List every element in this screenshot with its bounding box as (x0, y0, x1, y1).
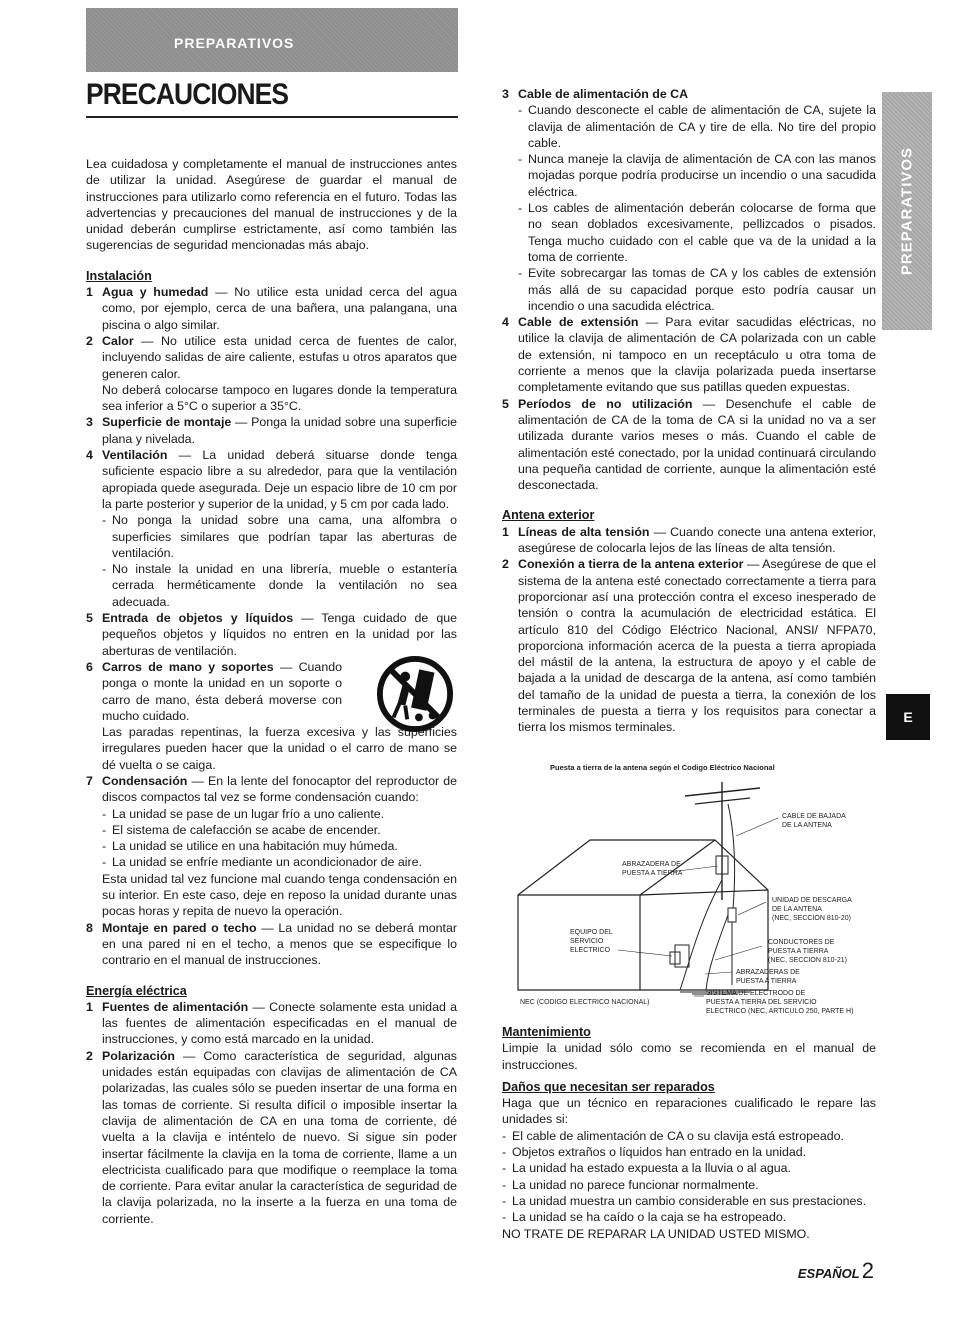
danos-intro: Haga que un técnico en reparaciones cualificado le repare las unidades si: (502, 1096, 876, 1127)
item-term: Fuentes de alimentación (102, 999, 249, 1014)
mantenimiento-text: Limpie la unidad sólo como se recomienda en el manual de instrucciones. (502, 1041, 876, 1072)
leader-line (738, 902, 766, 915)
danos-item: - La unidad muestra un cambio considerable en sus prestaciones. (502, 1193, 867, 1208)
item-term: Polarización (102, 1048, 175, 1063)
item-text: — No utilice esta unidad cerca de fuentes de calor, incluyendo salidas de aire caliente, estufas u otros aparatos que generen calor. (102, 333, 457, 381)
item-text: — Tenga cuidado de que pequeños objetos y líquidos no entren en la unidad por las aberturas de ventilación. (102, 611, 457, 658)
item-number: 5 (86, 611, 93, 626)
discharge-unit (728, 908, 736, 922)
instalacion-item-3 (86, 414, 457, 447)
item-term: Cable de extensión (518, 315, 639, 330)
item-text: — Cuando conecte una antena exterior, asegúrese de colocarla lejos de las líneas de alta tensión. (518, 524, 876, 556)
cart-warning-icon (376, 655, 454, 733)
label-cable-bajada: CABLE DE BAJADA DE LA ANTENA (782, 813, 846, 829)
item-number: 8 (86, 920, 93, 935)
item-number: 3 (86, 415, 93, 430)
heading-energia: Energía eléctrica (86, 983, 187, 998)
heading-instalacion: Instalación (86, 268, 152, 283)
instalacion-item-2 (86, 333, 457, 414)
heading-mantenimiento: Mantenimiento (502, 1025, 591, 1039)
item-number: 3 (502, 87, 509, 101)
title-rule (86, 116, 458, 118)
item-text: — No utilice esta unidad cerca del agua como, por ejemplo, cerca de una bañera, una palangana, una piscina o algo similar. (102, 285, 457, 332)
danos-closing: NO TRATE DE REPARAR LA UNIDAD USTED MISMO. (502, 1226, 810, 1241)
item-continuation: Esta unidad tal vez funcione mal cuando tenga condensación en su interior. En este caso, deje en reposo la unidad durante unas pocas horas y repita de nuevo la operación. (102, 871, 457, 919)
language-tab: E (886, 694, 930, 740)
leader-line (736, 818, 778, 836)
right-column (502, 86, 876, 736)
sub-item: - La unidad se utilice en una habitación muy húmeda. (102, 839, 398, 854)
sub-item: - Nunca maneje la clavija de alimentación de CA con las manos mojadas porque podría producirse un incendio o una sacudida eléctrica. (518, 152, 876, 199)
label-nec: NEC (CODIGO ELECTRICO NACIONAL) (520, 999, 650, 1006)
label-conductores: CONDUCTORES DE PUESTA A TIERRA (NEC, SECCION 810-21) (768, 939, 847, 964)
danos-item: - El cable de alimentación de CA o su clavija está estropeado. (502, 1128, 844, 1143)
energia-item-4 (502, 314, 876, 395)
left-column (86, 156, 457, 1227)
sub-item: - Cuando desconecte el cable de alimentación de CA, sujete la clavija de alimentación de CA y tire de ella. No tire del propio cable. (518, 103, 876, 150)
item-number: 4 (86, 448, 93, 463)
item-number: 1 (502, 524, 509, 539)
item-number: 5 (502, 396, 509, 411)
diagram-caption: Puesta a tierra de la antena según el Codigo Eléctrico Nacional (550, 763, 775, 772)
sub-item: - La unidad se pase de un lugar frío a uno caliente. (102, 806, 385, 821)
item-term: Carros de mano y soportes (102, 659, 274, 674)
item-text: — Cuando ponga o monte la unidad en un soporte o carro de mano, ésta deberá moverse con mucho cuidado. (102, 659, 342, 723)
label-equipo: EQUIPO DEL SERVICIO ELECTRICO (570, 929, 613, 954)
instalacion-item-7 (86, 773, 457, 920)
section-banner (86, 8, 458, 72)
item-term: Calor (102, 333, 134, 348)
leader-line (618, 950, 672, 956)
danos-item: - La unidad no parece funcionar normalmente. (502, 1177, 759, 1192)
item-number: 1 (86, 285, 93, 300)
item-term: Períodos de no utilización (518, 396, 693, 411)
instalacion-item-1 (86, 284, 457, 333)
item-text: — Para evitar sacudidas eléctricas, no utilice la clavija de alimentación de CA polarizada con un cable de extensión, ni tampoco en un receptáculo u otra toma de corriente a menos que la clavija polarizada pueda insertarse completamente evitando que sus patillas queden expuestas. (518, 315, 876, 395)
item-text: — Desenchufe el cable de alimentación de CA de la toma de CA si la unidad no va a ser utilizada durante varios meses o más. Cuando el cable de alimentación esté conectado, por la unidad continuará circulando una pequeña cantidad de corriente, aunque la alimentación esté desconectada. (518, 396, 876, 493)
danos-item: - La unidad se ha caído o la caja se ha estropeado. (502, 1210, 787, 1225)
sub-item: - No ponga la unidad sobre una cama, una alfombra o superficies similares que podrían tapar las aberturas de ventilación. (102, 513, 457, 560)
danos-item: - Objetos extraños o líquidos han entrado en la unidad. (502, 1145, 807, 1160)
item-text: — Conecte solamente esta unidad a las fuentes de alimentación especificadas en el manual de instrucciones, y como está marcado en la unidad. (102, 999, 458, 1047)
side-tab-label: PREPARATIVOS (898, 146, 916, 276)
antena-item-2 (502, 556, 876, 735)
sub-item: - El sistema de calefacción se acabe de encender. (102, 822, 381, 837)
leader-line (715, 946, 762, 960)
item-term: Montaje en pared o techo (102, 920, 257, 935)
item-number: 6 (86, 659, 93, 674)
sub-item: - Evite sobrecargar las tomas de CA y los cables de extensión más allá de su capacidad porque esto podría causar un incendio o una sacudida eléctrica. (518, 266, 876, 313)
item-number: 7 (86, 773, 93, 788)
banner-label: PREPARATIVOS (174, 35, 295, 51)
intro-paragraph: Lea cuidadosa y completamente el manual de instrucciones antes de utilizar la unidad. Asegúrese de guardar el manual de instrucciones para utilizarlo como referencia en el futuro. Todas las advertencias y precauciones del manual de instrucciones y de la unidad deberán cumplirse estrictamente, así como también las sugerencias de seguridad mencionadas más abajo. (86, 157, 457, 253)
item-text: — La unidad deberá situarse donde tenga suficiente espacio libre a su alrededor, para que la ventilación apropiada quede asegurada. Deje un espacio libre de 10 cm por la parte posterior y superior de la unidad, y 5 cm por cada lado. (102, 448, 457, 511)
energia-item-2 (86, 1048, 457, 1227)
item-continuation: No deberá colocarse tampoco en lugares donde la temperatura sea inferior a 5°C o superior a 35°C. (102, 382, 457, 414)
instalacion-item-5 (86, 610, 457, 659)
antena-item-1 (502, 524, 876, 557)
instalacion-item-4 (86, 447, 457, 610)
bottom-right-column (502, 1024, 876, 1242)
sub-item: - La unidad se enfríe mediante un acondicionador de aire. (102, 855, 422, 870)
heading-antena: Antena exterior (502, 508, 595, 523)
page-footer (798, 1258, 874, 1284)
instalacion-item-8 (86, 920, 457, 969)
instalacion-item-6 (86, 659, 457, 773)
antenna-grounding-diagram (500, 760, 880, 1020)
item-text: — Ponga la unidad sobre una superficie plana y nivelada. (102, 415, 457, 446)
lead-in-wire (728, 804, 735, 985)
item-term: Ventilación (102, 448, 168, 463)
page-title: PRECAUCIONES (86, 78, 289, 111)
energia-item-3 (502, 86, 876, 314)
label-sistema: SISTEMA DE ELECTRODO DE PUESTA A TIERRA DEL SERVICIO ELECTRICO (NEC, ARTICULO 250, PARTE H) (706, 990, 854, 1015)
footer-language: ESPAÑOL (797, 1266, 860, 1281)
item-term: Cable de alimentación de CA (518, 87, 689, 101)
energia-item-1 (86, 999, 457, 1048)
label-abrazaderas: ABRAZADERAS DE PUESTA A TIERRA (736, 969, 800, 985)
item-text: — La unidad no se deberá montar en una pared ni en el techo, a menos que se especifique lo contrario en el manual de instrucciones. (102, 920, 457, 968)
label-unidad-descarga: UNIDAD DE DESCARGA DE LA ANTENA (NEC, SECCION 810-20) (772, 897, 852, 922)
page-number: 2 (861, 1258, 874, 1283)
item-text: — Como característica de seguridad, algunas unidades están equipadas con clavijas de alimentación de CA polarizadas, las cuales sólo se pueden insertar de una forma en las tomas de corriente. Si resulta difícil o imposible insertar la clavija de alimentación de CA en una toma de corriente, dé vuelta a la clavija e inténtelo de nuevo. Si sigue sin poder insertar fácilmente la clavija en la toma de corriente, llame a un electricista cualificado para que modifique o reemplace la toma de corriente. Para evitar anular la característica de seguridad de la clavija polarizada, no la inserte a la fuerza en una toma de corriente. (102, 1048, 457, 1226)
heading-danos: Daños que necesitan ser reparados (502, 1079, 715, 1094)
item-continuation: Las paradas repentinas, la fuerza excesiva y las superficies irregulares pueden hacer que la unidad o el carro de mano se dé vuelta o se caiga. (102, 725, 457, 772)
item-number: 1 (86, 999, 93, 1014)
eave-line (640, 890, 768, 895)
energia-item-5 (502, 396, 876, 494)
item-number: 2 (86, 1048, 93, 1063)
cart-text (102, 659, 342, 724)
ground-wire (706, 915, 728, 990)
item-text: — En la lente del fonocaptor del reproductor de discos compactos tal vez se forme condensación cuando: (102, 773, 457, 805)
item-number: 2 (502, 557, 509, 572)
item-term: Agua y humedad (102, 285, 209, 300)
item-text: — Asegúrese de que el sistema de la antena esté conectado correctamente a tierra para proporcionar así una protección contra el exceso inesperado de tensión o contra la acumulación de electricidad estática. El artículo 810 del Código Eléctrico Nacional, ANSI/ NFPA70, proporciona información acerca de la puesta a tierra apropiada del mástil de la antena, la estructura de apoyo y el cable de bajada a la unidad de descarga de la antena, así como también del tamaño de la unidad de puesta a tierra, la conexión de los terminales de puesta a tierra y los requisitos para conectar a tierra los mismos terminales. (518, 557, 876, 735)
item-term: Líneas de alta tensión (518, 524, 650, 539)
label-abrazadera: ABRAZADERA DE PUESTA A TIERRA (622, 861, 683, 877)
item-term: Condensación (102, 773, 188, 788)
item-number: 4 (502, 315, 509, 330)
sub-item: - Los cables de alimentación deberán colocarse de forma que no sean doblados excesivamente, pellizcados o pisados. Tenga mucho cuidado con el cable que va de la unidad a la toma de corriente. (518, 201, 876, 264)
item-term: Entrada de objetos y líquidos (102, 611, 294, 626)
side-section-tab (882, 92, 932, 330)
sub-item: - No instale la unidad en una librería, mueble o estantería cerrada herméticamente donde la ventilación no sea adecuada. (102, 562, 457, 609)
danos-item: - La unidad ha estado expuesta a la lluvia o al agua. (502, 1161, 792, 1176)
item-number: 2 (86, 333, 93, 348)
item-term: Superficie de montaje (102, 415, 232, 430)
item-term: Conexión a tierra de la antena exterior (518, 557, 744, 572)
roof-line (518, 840, 715, 895)
